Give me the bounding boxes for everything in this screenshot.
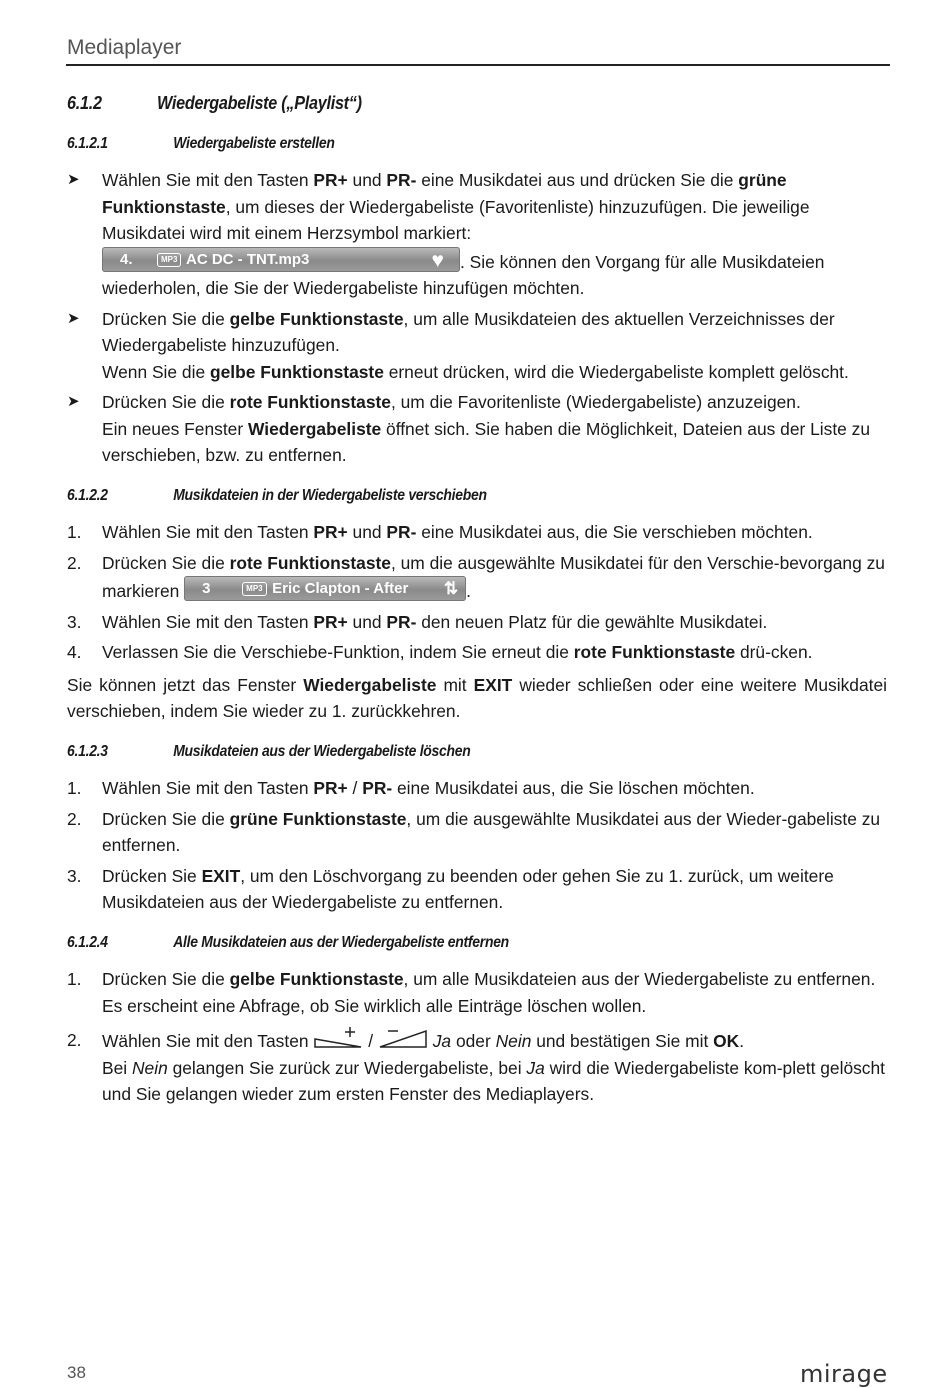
numbered-item (67, 1027, 887, 1108)
text: Drücken Sie (102, 865, 202, 886)
subsection-number: 6.1.2.1 (67, 134, 108, 152)
subsection-number: 6.1.2.4 (67, 933, 108, 951)
numbered-item (67, 609, 887, 636)
section-title: Wiedergabeliste („Playlist“) (157, 93, 362, 113)
section-heading (67, 90, 805, 117)
bullet-arrow-icon: ➤ (67, 393, 80, 410)
option-nein: Nein (131, 1057, 168, 1078)
text: und (347, 522, 387, 542)
entry-number: 4. (120, 250, 133, 268)
text: . (739, 1031, 745, 1051)
item-number: 4. (67, 642, 82, 662)
text: mit (436, 674, 474, 695)
text: Drücken Sie die (102, 392, 230, 412)
text: und (347, 611, 387, 632)
section-number: 6.1.2 (67, 93, 102, 113)
key-label: gelbe Funktionstaste (209, 361, 384, 382)
subsection-heading (67, 930, 805, 957)
entry-number: 3 (202, 580, 211, 597)
subsection-title: Alle Musikdateien aus der Wiedergabeliste entfernen (173, 933, 509, 951)
subsection-number: 6.1.2.3 (67, 742, 108, 760)
key-label: OK (713, 1031, 740, 1051)
key-label: PR+ (313, 778, 348, 798)
text: Wählen Sie mit den Tasten (102, 170, 314, 190)
text: und bestätigen Sie mit (531, 1031, 714, 1051)
key-label: rote Funktionstaste (229, 552, 391, 573)
text: , um die ausgewählte Musikdatei aus der Wieder-gabeliste zu entfernen. (102, 808, 881, 855)
key-label: gelbe Funktionstaste (229, 969, 404, 989)
subsection-heading (67, 739, 805, 766)
key-label: grüne Funktionstaste (229, 808, 407, 829)
subsection-heading (67, 483, 805, 510)
numbered-item (67, 863, 887, 916)
item-number: 1. (67, 969, 82, 989)
text: Drücken Sie die (102, 808, 230, 829)
item-number: 1. (67, 522, 82, 542)
bullet-item (67, 389, 887, 469)
text: Ein neues Fenster (102, 418, 248, 439)
text: / (363, 1031, 378, 1051)
text: , um dieses der Wiedergabeliste (Favoritenliste) hinzuzufügen. Die jeweilige Musikdatei wird mit einem Herzsymbol markiert: (102, 196, 810, 243)
bullet-item (67, 306, 887, 386)
text: Wählen Sie mit den Tasten (102, 522, 314, 542)
option-ja: Ja (432, 1031, 452, 1051)
bullet-arrow-icon: ➤ (67, 171, 80, 188)
numbered-item (67, 806, 887, 859)
entry-title: Eric Clapton - After (272, 580, 409, 597)
text: , um die ausgewählte Musikdatei für den Verschie-bevorgang zu markieren (102, 552, 885, 601)
brand-logo: mirage (800, 1360, 888, 1388)
playlist-entry-move (184, 576, 466, 601)
mp3-badge: MP3 (157, 253, 181, 267)
item-number: 2. (67, 1030, 82, 1050)
text: den neuen Platz für die gewählte Musikdatei. (416, 611, 768, 632)
paragraph (67, 672, 887, 725)
key-label: PR- (386, 170, 417, 190)
item-number: 1. (67, 778, 82, 798)
subsection-number: 6.1.2.2 (67, 486, 108, 504)
text: . Sie können den Vorgang für alle Musikdateien wiederholen, die Sie der Wiedergabeliste hinzufügen möchten. (102, 251, 825, 298)
subsection-title: Wiedergabeliste erstellen (173, 134, 335, 152)
text: Drücken Sie die (102, 552, 230, 573)
text: eine Musikdatei aus, die Sie löschen möchten. (392, 778, 755, 798)
key-label: PR+ (313, 522, 348, 542)
volume-up-key-icon (313, 1027, 363, 1051)
item-number: 3. (67, 611, 82, 632)
subsection-heading (67, 131, 805, 158)
key-label: PR- (386, 522, 417, 542)
move-arrows-icon: ⇅ (443, 579, 459, 598)
numbered-item (67, 775, 887, 802)
key-label: Wiedergabeliste (303, 674, 437, 695)
text: eine Musikdatei aus und drücken Sie die (416, 170, 739, 190)
option-ja: Ja (526, 1057, 545, 1078)
text: Drücken Sie die (102, 969, 230, 989)
subsection-title: Musikdateien aus der Wiedergabeliste löschen (173, 742, 471, 760)
content (67, 90, 887, 1112)
text: Bei (102, 1057, 132, 1078)
key-label: PR+ (313, 611, 348, 632)
numbered-item (67, 966, 887, 1019)
text: öffnet sich. Sie haben die Möglichkeit, Dateien aus der Liste zu verschieben, bzw. zu entfernen. (102, 418, 871, 465)
key-label: EXIT (473, 674, 513, 695)
text: und (347, 170, 387, 190)
text: Drücken Sie die (102, 308, 230, 329)
key-label: rote Funktionstaste (573, 642, 736, 662)
text: Sie können jetzt das Fenster (67, 674, 304, 695)
text: Wählen Sie mit den Tasten (102, 778, 314, 798)
text: Es erscheint eine Abfrage, ob Sie wirklich alle Einträge löschen wollen. (102, 995, 647, 1016)
text: , um die Favoritenliste (Wiedergabeliste) anzuzeigen. (390, 392, 801, 412)
text: gelangen Sie zurück zur Wiedergabeliste, bei (167, 1057, 527, 1078)
item-number: 2. (67, 552, 82, 573)
page-number: 38 (67, 1363, 86, 1382)
item-number: 3. (67, 865, 82, 886)
key-label: gelbe Funktionstaste (229, 308, 404, 329)
key-label: rote Funktionstaste (229, 392, 391, 412)
text: , um den Löschvorgang zu beenden oder gehen Sie zu 1. zurück, um weitere Musikdateien aus der Wiedergabeliste zu entfernen. (102, 865, 834, 912)
text: . (466, 581, 471, 601)
key-label: grüne Funktionstaste (102, 170, 787, 217)
text: / (347, 778, 363, 798)
playlist-entry-heart (102, 247, 460, 272)
text: Verlassen Sie die Verschiebe-Funktion, indem Sie erneut die (102, 642, 574, 662)
numbered-item (67, 639, 887, 666)
option-nein: Nein (495, 1031, 532, 1051)
numbered-item (67, 550, 887, 605)
bullet-item (67, 167, 887, 302)
header-rule (66, 64, 890, 66)
volume-down-key-icon (378, 1027, 428, 1051)
text: Wenn Sie die (102, 361, 210, 382)
heart-icon: ♥ (431, 248, 444, 272)
text: eine Musikdatei aus, die Sie verschieben möchten. (416, 522, 813, 542)
text: Wählen Sie mit den Tasten (102, 1031, 314, 1051)
mp3-badge: MP3 (242, 582, 266, 596)
key-label: PR+ (313, 170, 348, 190)
text: , um alle Musikdateien aus der Wiedergabeliste zu entfernen. (403, 969, 876, 989)
text: Wählen Sie mit den Tasten (102, 611, 314, 632)
text: oder (451, 1031, 496, 1051)
key-label: EXIT (201, 865, 241, 886)
item-number: 2. (67, 808, 82, 829)
text: wieder schließen oder eine weitere Musikdatei verschieben, indem Sie wieder zu 1. zurückkehren. (67, 674, 887, 721)
key-label: PR- (362, 778, 393, 798)
text: erneut drücken, wird die Wiedergabeliste komplett gelöscht. (383, 361, 849, 382)
bullet-arrow-icon: ➤ (67, 309, 80, 327)
text: wird die Wiedergabeliste kom-plett gelöscht und Sie gelangen wieder zum ersten Fenster des Mediaplayers. (102, 1057, 886, 1104)
key-label: PR- (386, 611, 417, 632)
subsection-title: Musikdateien in der Wiedergabeliste verschieben (173, 486, 487, 504)
key-label: Wiedergabeliste (247, 418, 382, 439)
entry-title: AC DC - TNT.mp3 (186, 250, 310, 268)
header-title: Mediaplayer (67, 36, 182, 59)
numbered-item (67, 519, 887, 546)
text: , um alle Musikdateien des aktuellen Verzeichnisses der Wiedergabeliste hinzuzufügen. (102, 308, 835, 355)
text: drü-cken. (735, 642, 813, 662)
